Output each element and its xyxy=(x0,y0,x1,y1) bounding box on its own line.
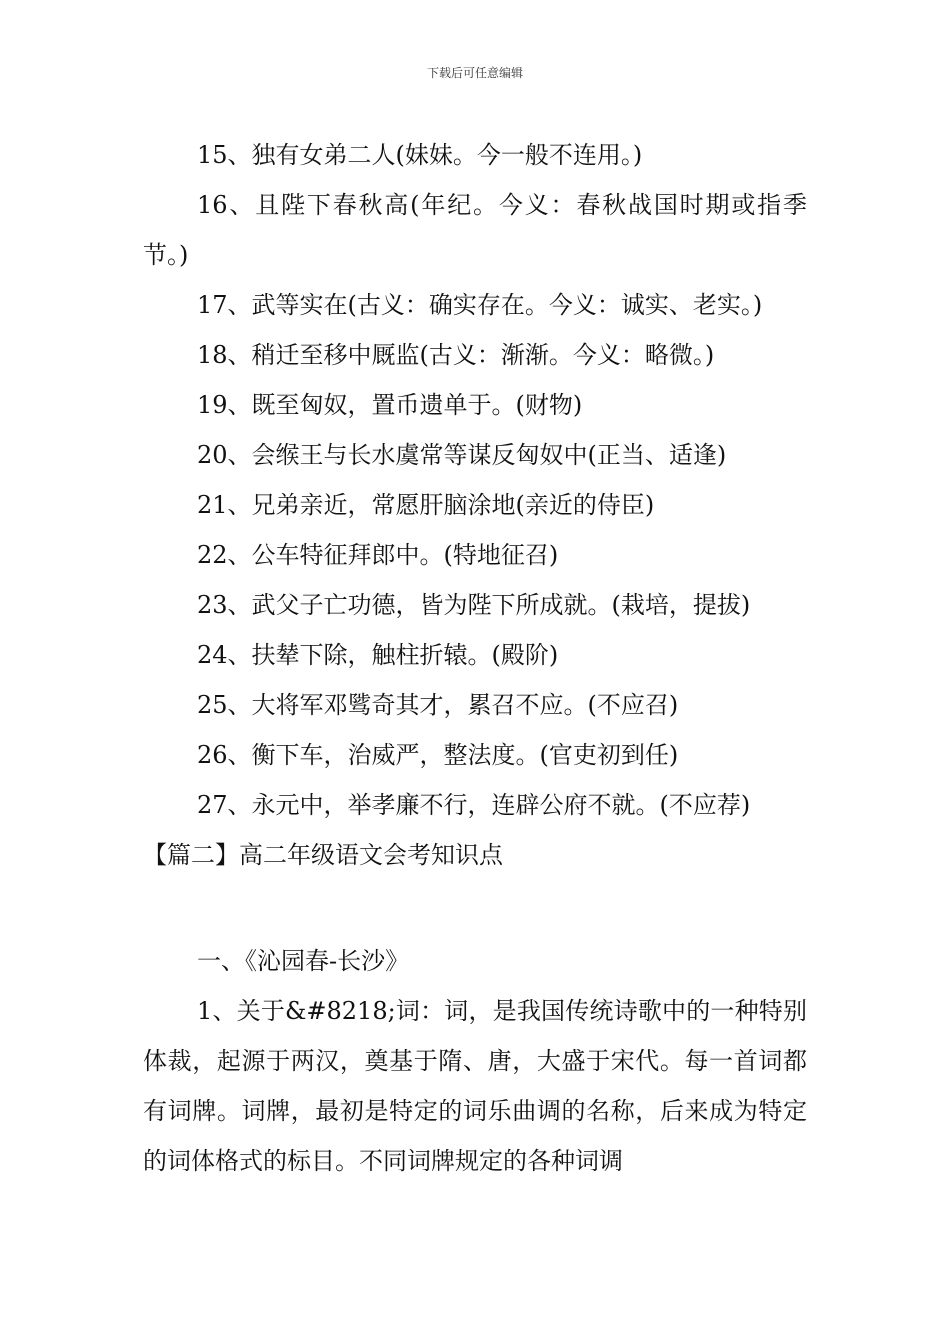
body-paragraph: 1、关于&#8218;词：词，是我国传统诗歌中的一种特别体裁，起源于两汉，奠基于隋、唐，大盛于宋代。每一首词都有词牌。词牌，最初是特定的词乐曲调的名称，后来成为特定的词体格式的标目。不同词牌规定的各种词调 xyxy=(143,997,807,1175)
section-heading: 【篇二】高二年级语文会考知识点 xyxy=(143,841,503,869)
list-item: 23、武父子亡功德，皆为陛下所成就。(栽培，提拔) xyxy=(197,591,751,619)
list-item: 26、衡下车，治威严，整法度。(官吏初到任) xyxy=(197,741,679,769)
list-item: 24、扶辇下除，触柱折辕。(殿阶) xyxy=(197,641,559,669)
document-body xyxy=(143,130,807,1186)
list-item: 27、永元中，举孝廉不行，连辟公府不就。(不应荐) xyxy=(197,791,751,819)
list-item: 25、大将军邓骘奇其才，累召不应。(不应召) xyxy=(197,691,679,719)
list-item: 21、兄弟亲近，常愿肝脑涂地(亲近的侍臣) xyxy=(197,491,655,519)
list-item: 15、独有女弟二人(妹妹。今一般不连用。) xyxy=(197,141,643,169)
list-item: 16、且陛下春秋高(年纪。今义：春秋战国时期或指季节。) xyxy=(143,191,807,269)
list-item: 22、公车特征拜郎中。(特地征召) xyxy=(197,541,559,569)
list-item: 20、会缑王与长水虞常等谋反匈奴中(正当、适逢) xyxy=(197,441,727,469)
list-item: 18、稍迁至移中厩监(古义：渐渐。今义：略微。) xyxy=(197,341,715,369)
page-header: 下载后可任意编辑 xyxy=(426,66,523,80)
list-item: 19、既至匈奴，置币遗单于。(财物) xyxy=(197,391,583,419)
subsection-title: 一、《沁园春-长沙》 xyxy=(197,947,410,975)
spacer xyxy=(143,880,807,936)
list-item: 17、武等实在(古义：确实存在。今义：诚实、老实。) xyxy=(197,291,763,319)
